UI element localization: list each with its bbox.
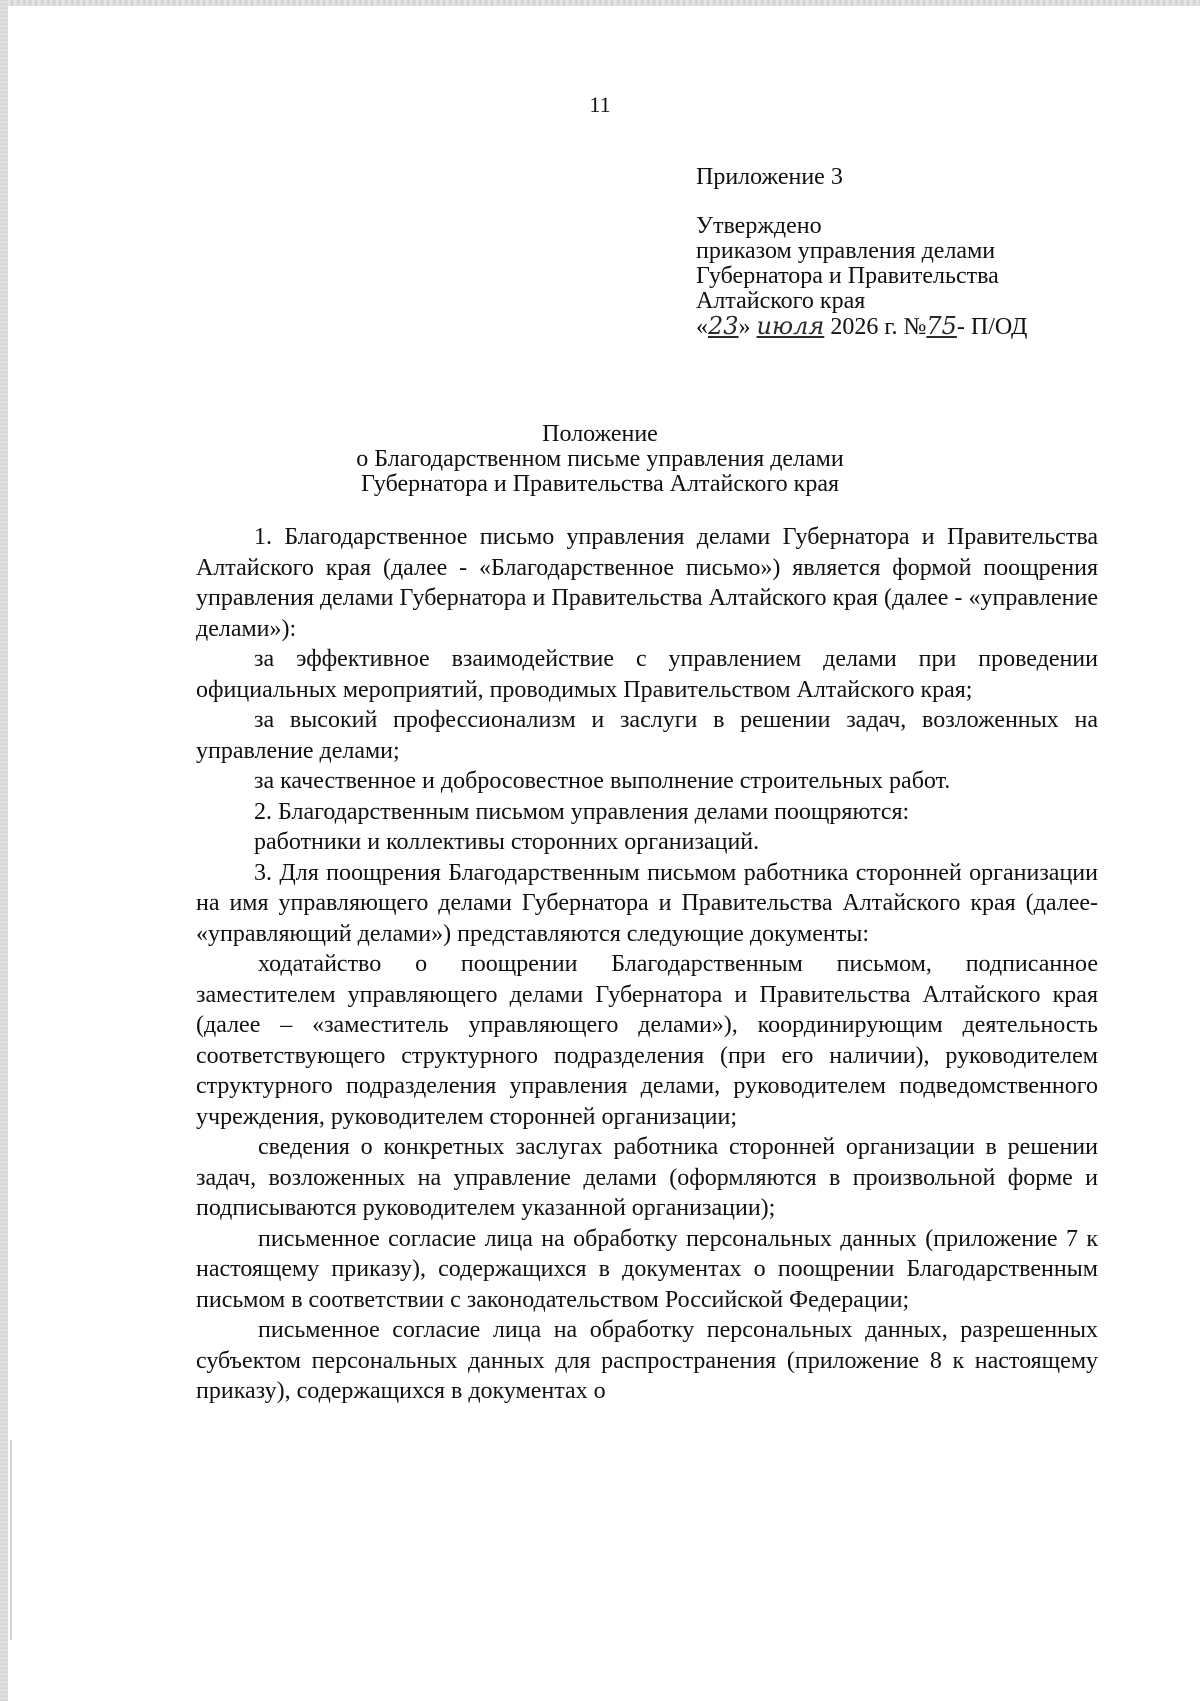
title-line: о Благодарственном письме управления делами bbox=[356, 446, 844, 472]
scan-edge-left bbox=[0, 0, 8, 1701]
approval-block bbox=[696, 165, 1027, 340]
paragraph-item: работники и коллективы сторонних организаций. bbox=[254, 829, 760, 855]
paragraph-2: 2. Благодарственным письмом управления делами поощряются: bbox=[254, 798, 910, 825]
paragraph-item: ходатайство о поощрении Благодарственным письмом, подписанное заместителем управляющего делами Губернатора и Правительства Алтайского края (далее – «заместитель управляющего делами»), координирующим деятельность соответствующего структурного подразделения (при его наличии), руководителем структурного подразделения управления делами, руководителем подведомственного учреждения, руководителем сторонней организации; bbox=[196, 951, 1098, 1130]
document-title bbox=[0, 422, 1200, 497]
document-body bbox=[196, 522, 1098, 1407]
paragraph-item: письменное согласие лица на обработку персональных данных, разрешенных субъектом персональных данных для распространения (приложение 8 к настоящему приказу), содержащихся в документах о bbox=[196, 1317, 1098, 1404]
title-line: Губернатора и Правительства Алтайского края bbox=[360, 471, 840, 497]
approval-line: Утверждено bbox=[696, 213, 822, 239]
approval-line: Алтайского края bbox=[696, 288, 866, 314]
paragraph-item: за высокий профессионализм и заслуги в решении задач, возложенных на управление делами; bbox=[196, 707, 1098, 764]
handwritten-month: июля bbox=[756, 312, 825, 340]
scan-edge-top bbox=[0, 0, 1200, 6]
page-number: 11 bbox=[589, 92, 611, 117]
paragraph-1: 1. Благодарственное письмо управления делами Губернатора и Правительства Алтайского края (далее - «Благодарственное письмо») является формой поощрения управления делами Губернатора и Правительства Алтайского края (далее - «управление делами»): bbox=[196, 524, 1098, 642]
approval-date-line bbox=[696, 314, 1027, 340]
date-open-quote: « bbox=[696, 314, 708, 340]
paragraph-item: письменное согласие лица на обработку персональных данных (приложение 7 к настоящему приказу), содержащихся в документах о поощрении Благодарственным письмом в соответствии с законодательством Российской Федерации; bbox=[196, 1225, 1098, 1313]
order-suffix: - П/ОД bbox=[956, 314, 1028, 340]
paragraph-item: за эффективное взаимодействие с управлением делами при проведении официальных мероприятий, проводимых Правительством Алтайского края; bbox=[196, 646, 1098, 703]
paragraph-item: за качественное и добросовестное выполнение строительных работ. bbox=[254, 768, 951, 794]
date-close-quote: » bbox=[738, 314, 757, 340]
scan-edge-mark bbox=[10, 1440, 12, 1640]
paragraph-item: сведения о конкретных заслугах работника сторонней организации в решении задач, возложенных на управление делами (оформляются в произвольной форме и подписываются руководителем указанной организации); bbox=[196, 1134, 1098, 1221]
handwritten-order-number: 75 bbox=[926, 312, 957, 340]
approval-line: приказом управления делами bbox=[696, 238, 996, 264]
title-line: Положение bbox=[542, 421, 658, 447]
paragraph-3: 3. Для поощрения Благодарственным письмом работника сторонней организации на имя управляющего делами Губернатора и Правительства Алтайского края (далее- «управляющий делами») представляются следующие документы: bbox=[196, 859, 1098, 947]
appendix-label: Приложение 3 bbox=[696, 164, 843, 190]
date-year: 2026 г. № bbox=[824, 314, 927, 340]
handwritten-day: 23 bbox=[708, 312, 739, 340]
approval-line: Губернатора и Правительства bbox=[696, 263, 999, 289]
